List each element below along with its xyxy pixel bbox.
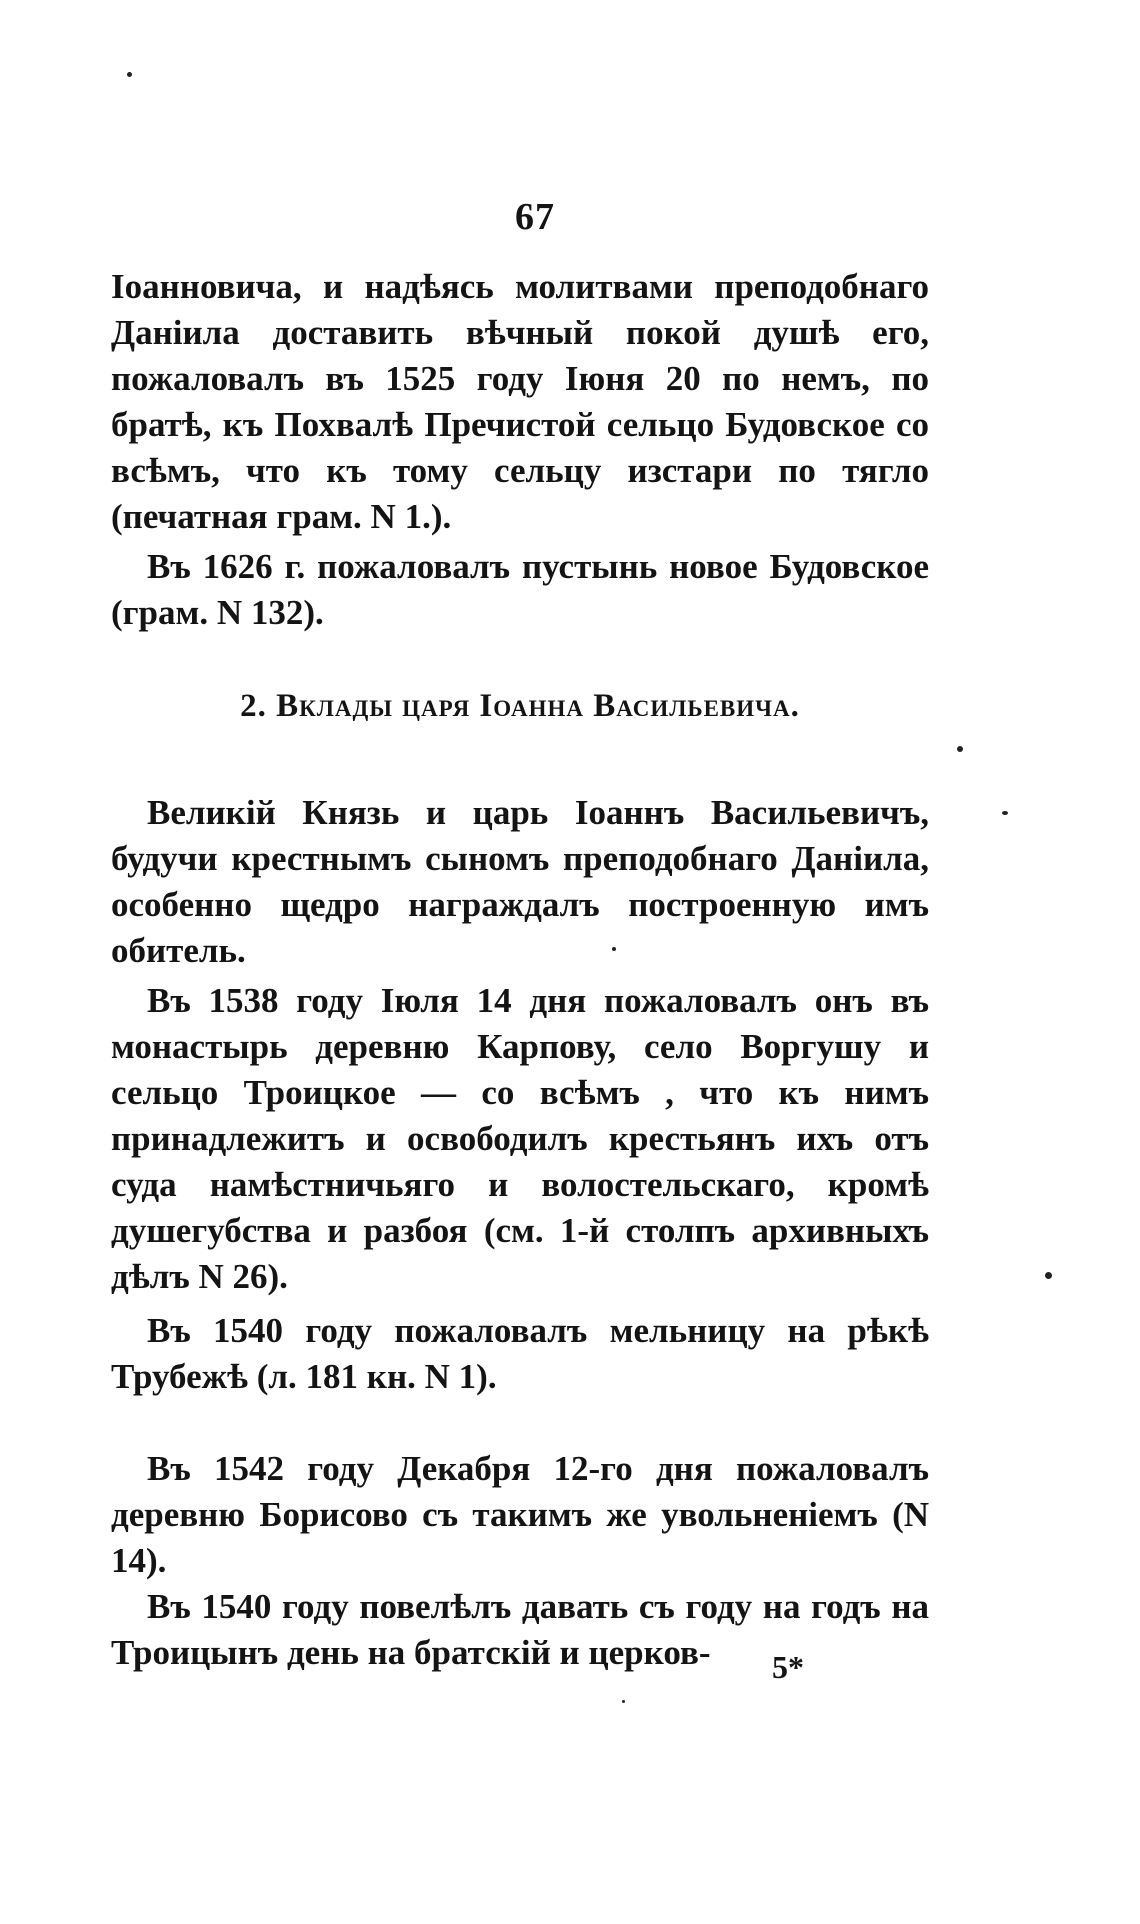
printer-signature-mark: 5* <box>772 1649 804 1685</box>
section-heading: 2. Вклады царя Іоанна Васильевича. <box>240 688 800 724</box>
paragraph-1540-trinity <box>111 1584 929 1676</box>
page-number: 67 <box>515 196 555 238</box>
scan-speck <box>957 746 963 752</box>
paragraph-text: Въ 1542 году Декабря 12-го дня пожаловалъ деревню Борисово съ такимъ же увольненіемъ (N 14). <box>111 1449 929 1580</box>
paragraph-1538 <box>111 978 929 1300</box>
paragraph-1542 <box>111 1446 929 1584</box>
paragraph-text: Іоанновича, и надѣясь молитвами преподобнаго Даніила доставить вѣчный покой душѣ его, пожаловалъ въ 1525 году Іюня 20 по немъ, по братѣ, къ Похвалѣ Пречистой сельцо Будовское со всѣмъ, что къ тому сельцу изстари по тягло (печатная грам. N 1.). <box>111 267 929 536</box>
paragraph-text: Въ 1540 году пожаловалъ мельницу на рѣкѣ Трубежѣ (л. 181 кн. N 1). <box>111 1311 929 1396</box>
paragraph-1540-mill <box>111 1308 929 1400</box>
paragraph-grand-prince <box>111 790 929 974</box>
scan-speck <box>127 72 132 77</box>
paragraph-text: Великій Князь и царь Іоаннъ Васильевичъ, будучи крестнымъ сыномъ преподобнаго Даніила, особенно щедро награждалъ построенную имъ обитель. <box>111 793 929 970</box>
scan-speck <box>1002 811 1008 815</box>
paragraph-text: Въ 1626 г. пожаловалъ пустынь новое Будовское (грам. N 132). <box>111 547 929 632</box>
paragraph-text: Въ 1538 году Іюля 14 дня пожаловалъ онъ въ монастырь деревню Карпову, село Воргушу и сельцо Троицкое — со всѣмъ , что къ нимъ принадлежитъ и освободилъ крестьянъ ихъ отъ суда намѣстничьяго и волостельскаго, кромѣ душегубства и разбоя (см. 1-й столпъ архивныхъ дѣлъ N 26). <box>111 981 929 1296</box>
paragraph-continuation <box>111 264 929 540</box>
scan-speck <box>622 1700 625 1703</box>
scan-speck <box>612 947 616 951</box>
paragraph-text: Въ 1540 году повелѣлъ давать съ году на годъ на Троицынъ день на братскій и церков- <box>111 1587 929 1672</box>
paragraph-budovskoe <box>111 544 929 636</box>
scan-speck <box>1045 1272 1052 1279</box>
